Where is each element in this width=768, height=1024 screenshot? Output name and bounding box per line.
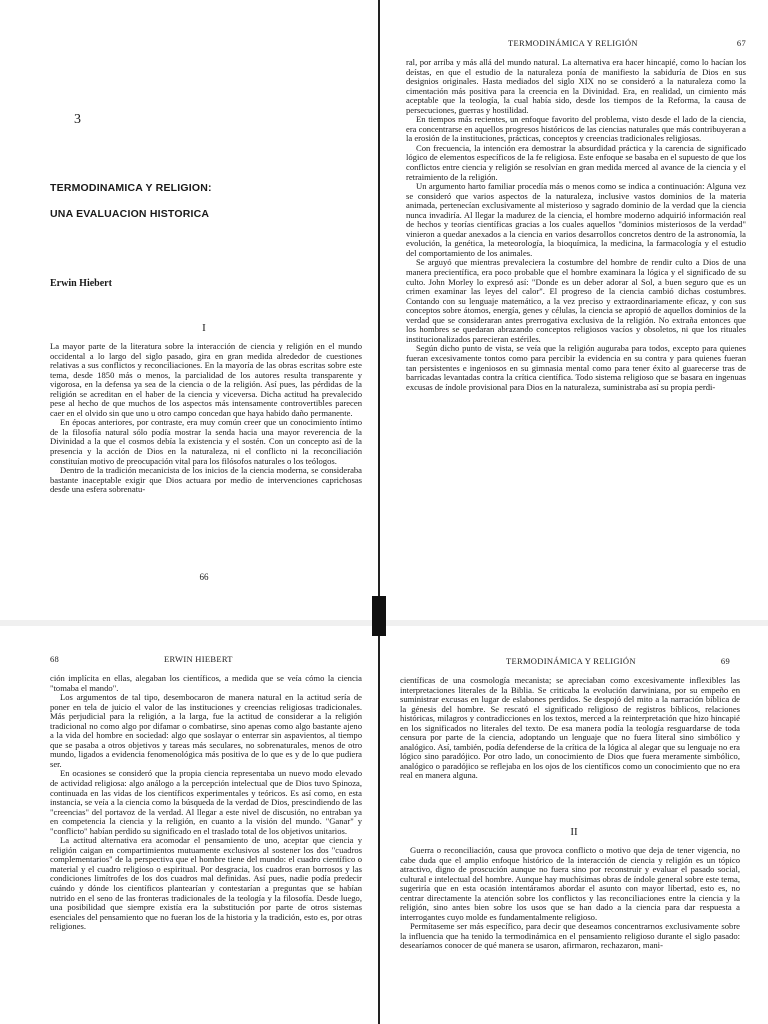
paragraph: En épocas anteriores, por contraste, era muy común creer que un conocimiento íntimo de la filosofía natural sólo podía mostrar la senda hacia una mayor reverencia de la Divinidad a la que el cosmos debía la existencia y el sostén. Con un concepto así de la presencia y la acción de Dios en la naturaleza, ni el conflicto ni la reconciliación constituían motivo de preocupación vital para los filósofos naturales o los teólogos. <box>50 417 362 466</box>
page-68 <box>46 640 364 1024</box>
running-head-title: TERMODINÁMICA Y RELIGIÓN <box>506 656 636 666</box>
running-head-title: TERMODINÁMICA Y RELIGIÓN <box>508 38 638 48</box>
page-body <box>400 676 740 781</box>
page-69 <box>398 640 750 1024</box>
paragraph: ral, por arriba y más allá del mundo natural. La alternativa era hacer hincapié, como lo hacían los deístas, en que el estudio de la naturaleza ponía de manifiesto la sabiduría de Dios en sus designios originales. Hasta mediados del siglo XIX no se consideró a la naturaleza como la cimentación más positiva para la creencia en la Divinidad. Era, en realidad, un cimiento más aceptable que la teología, la cual había sido, desde los tiempos de la Reforma, la causa de persecuciones, guerras y hostilidad. <box>406 57 746 115</box>
paragraph: Dentro de la tradición mecanicista de los inicios de la ciencia moderna, se consideraba bastante inaceptable exigir que Dios actuara por medio de intervenciones caprichosas desde una esfera sobrenatu- <box>50 465 362 495</box>
page-number: 68 <box>50 654 60 664</box>
section-heading: II <box>570 826 578 838</box>
page-66 <box>46 0 362 600</box>
chapter-title-line-1: TERMODINAMICA Y RELIGION: <box>50 182 212 194</box>
page-number: 66 <box>199 572 209 582</box>
spine-line <box>378 0 380 1024</box>
paragraph: Los argumentos de tal tipo, desembocaron de manera natural en la actitud sería de poner en tela de juicio el valor de las instituciones y creencias religiosas tradicionales. Más perjudicial para la religión, a la larga, fue la actitud de considerar a la religión tradicional no como algo por difamar o combatirse, sino apenas como algo bastante ajeno a la vida del hombre en sociedad: algo que soslayar o enterrar sin aspavientos, al tiempo que se pasaba a otros objetivos y tareas más seculares, no sobrenaturales, menos de otro mundo, ligados a evidencia fenomenológica más positiva de lo que es y de lo que pudiera ser. <box>50 692 362 769</box>
spine-binding <box>372 596 386 636</box>
paragraph: Permítaseme ser más específico, para decir que deseamos concentrarnos exclusivamente sobre la influencia que ha tenido la termodinámica en el pensamiento religioso durante el siglo pasado: desearíamos conocer de qué manera se usaron, afirmaron, rechazaron, mani- <box>400 921 740 951</box>
paragraph: ción implícita en ellas, alegaban los científicos, a medida que se veía cómo la ciencia "tomaba el mando". <box>50 673 362 693</box>
paragraph: La actitud alternativa era acomodar el pensamiento de uno, aceptar que ciencia y religión caigan en compartimientos mutuamente exclusivos al sostener los dos "cuadros complementarios" de la perspectiva que el hombre tiene del mundo: el cuadro científico o material y el cuadro religioso o espiritual. Por desgracia, los cuadros eran borrosos y las condiciones limítrofes de los dos cuadros mal definidas. Así pues, nadie podía predecir cuándo y dónde los científicos plantearían y contestarían a preguntas que se habían nutrido en el seno de las fronteras tradicionales de la teología y la filosofía. Desde luego, una posibilidad que siempre existía era la substitución por parte de otros sistemas esenciales del pensamiento que no fueran los de la historia y la tradición, esto es, por otras religiones. <box>50 835 362 932</box>
chapter-number: 3 <box>74 112 81 127</box>
author-name: Erwin Hiebert <box>50 278 112 289</box>
paragraph: Con frecuencia, la intención era demostrar la absurdidad práctica y la carencia de significado lógico de elementos específicos de la fe religiosa. Este enfoque se basaba en el supuesto de que los conflictos entre ciencia y religión se resolvían en gran medida merced al avance de la ciencia y el retraimiento de la religión. <box>406 142 746 182</box>
paragraph: Según dicho punto de vista, se veía que la religión auguraba para todos, excepto para quienes fueran excesivamente tontos como para percibir la evidencia en su contra y para quienes fueran tan persistentes e ingeniosos en su gimnasia mental como para tener éxito al guarecerse tras de barricadas levantadas contra la crítica científica. Todo sistema religioso que se basara en ingenuas excusas de índole provisional para Dios en la naturaleza, suministraba así su propia perdi- <box>406 343 746 392</box>
paragraph: científicas de una cosmología mecanista; se apreciaban como excesivamente inflexibles las interpretaciones literales de la Biblia. Se criticaba la evolución darwiniana, por su empeño en suministrar excusas en lugar de eslabones perdidos. Se despojó del mito a la narración bíblica de la génesis del hombre. Se rescató el significado religioso de registros bíblicos, relaciones históricas, milagros y contradicciones en los textos, merced a la reinterpretación que hizo hincapié en los significados no literales del texto. De esa manera podía la teología resguardarse de toda censura por parte de la ciencia, adoptando un lenguaje que no fuera literal sino simbólico y analógico. Así, también, podía defenderse de la crítica de la lógica al alegar que su lenguaje no era lógico sino paradójico. Por otro lado, un conocimiento de Dios que fuera meramente simbólico, analógico o paradójico se reflejaba en los ojos de los científicos como un conocimiento que no era real en manera alguna. <box>400 675 740 781</box>
page-body <box>406 58 746 392</box>
page-67 <box>398 0 750 560</box>
page-number: 67 <box>736 38 746 48</box>
running-head-title: ERWIN HIEBERT <box>164 654 233 664</box>
section-heading: I <box>202 322 206 334</box>
paragraph: Un argumento harto familiar procedía más o menos como se indica a continuación: Alguna vez se consideró que varios aspectos de la naturaleza, inclusive vastos dominios de la materia animada, pertenecían exclusivamente al misterioso y sagrado dominio de la verdad que la ciencia nunca invadiría. Al llegar la madurez de la ciencia, el hombre moderno adquirió información real de hechos y teorías científicas gracias a los cuales aquellos "dominios misteriosos de la verdad" vinieron a quedar anexados a la ciencia en varios desarrollos concretos dentro de la astronomía, la evolución, la genética, la meteorología, la bioquímica, la medicina, la farmacología y el estudio del comportamiento de los animales. <box>406 181 746 258</box>
paragraph: En ocasiones se consideró que la propia ciencia representaba un nuevo modo elevado de actividad religiosa: algo análogo a la percepción intelectual que de Dios tuvo Spinoza, continuada en las vidas de los científicos experimentales y teóricos. Es así como, en esta instancia, se veía a la ciencia como la búsqueda de la verdad de Dios, prescindiendo de las "creencias" del portavoz de la verdad. Al llegar a este nivel de discusión, no entraban ya en competencia la ciencia y la religión, en cuanto a la visión del mundo. "Ganar" y "conflicto" habían perdido su significado en el traslado total de los objetivos unitarios. <box>50 768 362 836</box>
page-body-section-2 <box>400 846 740 951</box>
page-body <box>50 342 362 495</box>
paragraph: En tiempos más recientes, un enfoque favorito del problema, visto desde el lado de la ciencia, era concentrarse en aquellos progresos históricos de las ciencias naturales que más contribuyeran a la erosión de la instituciones, prácticas, conceptos y creencias tradicionales religiosas. <box>406 114 746 144</box>
chapter-title-line-2: UNA EVALUACION HISTORICA <box>50 208 210 220</box>
page-body <box>50 674 362 932</box>
paragraph: Se arguyó que mientras prevaleciera la costumbre del hombre de rendir culto a Dios de una manera precientífica, era poco probable que el hombre examinara la lógica y el significado de su culto. John Morley lo expresó así: "Donde es un deber adorar al Sol, a buen seguro que es un crimen examinar las leyes del calor". El progreso de la ciencia cambió dichas costumbres. Contando con su lenguaje matemático, a la vez preciso y extraordinariamente eficaz, y con sus conceptos sobre átomos, energía, genes y células, la ciencia se apropió de aquellos dominios de la verdad que se consideraran antes prerrogativa exclusiva de la religión. No extraña entonces que los hombres se quedaran abrazando conceptos religiosos vacíos y obsoletos, ni que los rituales institucionalizados parecieran estériles. <box>406 257 746 344</box>
page-number: 69 <box>720 656 730 666</box>
paragraph: Guerra o reconciliación, causa que provoca conflicto o motivo que deja de tener vigencia, no cabe duda que el amplio enfoque histórico de la interacción de ciencia y religión es un tópico atractivo, digno de proscución aunque no fuera sino por reconstruir y evaluar el pasado social, cultural e intelectual del hombre. Aunque hay muchísimas obras de índole general sobre este tema, sugeriría que en esta ocasión intentáramos abordar el asunto con mayor libertad, esto es, no centrar directamente la atención sobre los conflictos y las reconciliaciones entre la ciencia y la religión, sino antes bien sobre los usos que se han dado a la ciencia para dar respuesta a interrogantes cuyo molde es fundamentalmente religioso. <box>400 845 740 922</box>
paragraph: La mayor parte de la literatura sobre la interacción de ciencia y religión en el mundo occidental a lo largo del siglo pasado, gira en gran medida alrededor de cuestiones relativas a sus conflictos y reconciliaciones. En la mayoría de las obras escritas sobre este tema, desde 1850 más o menos, la parcialidad de los autores resulta transparente y vigorosa, en la defensa ya sea de la ciencia o de la religión. Así pues, las pérdidas de la religión se acreditan en el haber de la ciencia y viceversa. Dicha actitud ha prevalecido pese al hecho de que muchos de los aspectos más intensamente controvertibles parecen caer en el olvido sin que uno u otro campo concedan que haya habido daño permanente. <box>50 341 362 418</box>
book-spine <box>372 0 386 1024</box>
